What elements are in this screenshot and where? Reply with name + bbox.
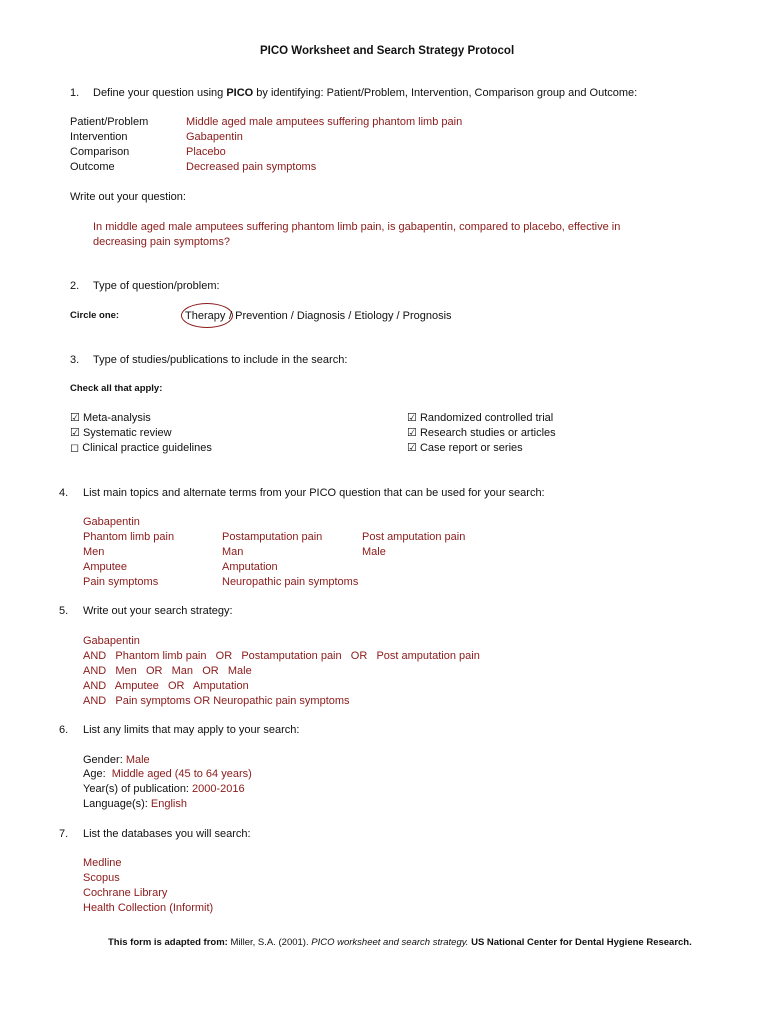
pico-label-patient: Patient/Problem [70,116,149,128]
section-3-text: Type of studies/publications to include in the search: [93,354,348,366]
pico-value-patient: Middle aged male amputees suffering phantom limb pain [186,116,463,128]
pico-keyword: PICO [226,87,254,99]
limit-label: Gender: [83,754,126,766]
database-medline: Medline [83,857,122,869]
section-3-number: 3. [70,354,80,366]
question-type-selected: Therapy [185,310,226,322]
limit-label: Age: [83,768,112,780]
section-2-number: 2. [70,280,80,292]
study-type-label: Systematic review [82,427,172,439]
section-4-text: List main topics and alternate terms from your PICO question that can be used for your search: [83,487,545,499]
strategy-line-3: AND Men OR Man OR Male [83,665,252,677]
term-post-amputation-pain: Post amputation pain [362,531,466,543]
term-phantom-limb-pain: Phantom limb pain [83,531,175,543]
circle-one-label: Circle one: [70,310,120,321]
limit-value: Male [125,754,150,766]
limit-value: Middle aged (45 to 64 years) [111,768,252,780]
pico-label-intervention: Intervention [70,131,128,143]
question-line-2: decreasing pain symptoms? [93,236,230,248]
limit-value: English [150,798,187,810]
section-1-instruction [93,86,637,100]
section-6-text: List any limits that may apply to your search: [83,724,300,736]
checked-box-icon[interactable]: ☑ [407,412,417,424]
footer-citation [108,936,692,950]
study-type-meta-analysis [70,411,151,425]
footer-work: PICO worksheet and search strategy. [311,937,469,948]
term-pain-symptoms: Pain symptoms [83,576,159,588]
section-5-number: 5. [59,605,69,617]
checked-box-icon[interactable]: ☑ [407,427,417,439]
write-question-label: Write out your question: [70,191,186,203]
section-2-text: Type of question/problem: [93,280,220,292]
study-type-research [407,426,556,440]
limit-language [83,797,187,811]
term-male: Male [362,546,386,558]
strategy-line-5: AND Pain symptoms OR Neuropathic pain symptoms [83,695,350,707]
term-neuropathic-pain: Neuropathic pain symptoms [222,576,359,588]
term-gabapentin: Gabapentin [83,516,140,528]
checked-box-icon[interactable]: ☑ [70,412,80,424]
database-cochrane: Cochrane Library [83,887,168,899]
section-1-text-before: Define your question using [93,87,227,99]
unchecked-box-icon[interactable]: ◻ [70,442,80,454]
study-type-rct [407,411,553,425]
pico-value-outcome: Decreased pain symptoms [186,161,317,173]
section-1-text-after: by identifying: Patient/Problem, Intervention, Comparison group and Outcome: [253,87,638,99]
pico-value-intervention: Gabapentin [186,131,243,143]
page-title: PICO Worksheet and Search Strategy Protocol [260,45,515,57]
limit-gender [83,753,150,767]
term-amputation: Amputation [222,561,278,573]
database-scopus: Scopus [83,872,120,884]
term-postamputation-pain: Postamputation pain [222,531,323,543]
section-6-number: 6. [59,724,69,736]
study-type-guidelines [70,441,212,455]
section-7-text: List the databases you will search: [83,828,251,840]
strategy-line-2: AND Phantom limb pain OR Postamputation pain OR Post amputation pain [83,650,480,662]
limit-age [83,767,252,781]
footer-prefix: This form is adapted from: [108,937,231,948]
check-all-label: Check all that apply: [70,383,163,394]
study-type-label: Research studies or articles [419,427,556,439]
study-type-label: Clinical practice guidelines [82,442,212,454]
study-type-label: Case report or series [419,442,523,454]
strategy-line-4: AND Amputee OR Amputation [83,680,249,692]
term-men: Men [83,546,105,558]
checked-box-icon[interactable]: ☑ [70,427,80,439]
section-1-number: 1. [70,87,80,99]
strategy-line-1: Gabapentin [83,635,140,647]
study-type-case-report [407,441,523,455]
study-type-label: Randomized controlled trial [419,412,554,424]
term-amputee: Amputee [83,561,128,573]
checked-box-icon[interactable]: ☑ [407,442,417,454]
section-4-number: 4. [59,487,69,499]
section-7-number: 7. [59,828,69,840]
study-type-systematic-review [70,426,172,440]
database-health-collection: Health Collection (Informit) [83,902,214,914]
pico-label-comparison: Comparison [70,146,130,158]
section-5-text: Write out your search strategy: [83,605,233,617]
term-man: Man [222,546,244,558]
limit-value: 2000-2016 [192,783,245,795]
footer-org: US National Center for Dental Hygiene Research. [468,937,692,948]
question-line-1: In middle aged male amputees suffering phantom limb pain, is gabapentin, compared to placebo, effective in [93,221,621,233]
footer-author: Miller, S.A. (2001). [230,937,312,948]
study-type-label: Meta-analysis [82,412,151,424]
limit-label: Language(s): [83,798,151,810]
question-type-options: / Prevention / Diagnosis / Etiology / Prognosis [229,310,452,322]
pico-value-comparison: Placebo [186,146,226,158]
limit-years [83,782,245,796]
limit-label: Year(s) of publication: [83,783,193,795]
pico-label-outcome: Outcome [70,161,115,173]
